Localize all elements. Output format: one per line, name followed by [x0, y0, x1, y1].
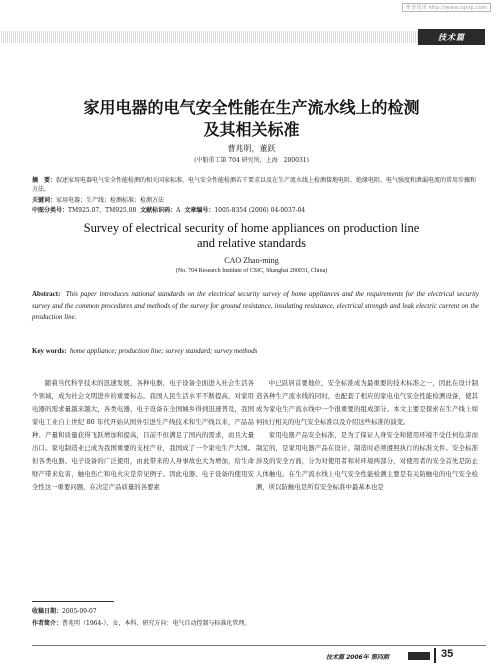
abstract-en — [32, 289, 479, 324]
abstract-en-text: This paper introduces national standards on the electrical security survey of home appliances and the requirements for the electrical security survey and the common procedures and methods of the survey for ground resistance, insulating resistance, electrical strength and leak electric current on the production line. — [32, 290, 479, 321]
received-label: 收稿日期： — [32, 608, 63, 615]
classification-line — [32, 206, 477, 215]
clc-value: TM925.07，TM925.08 — [68, 207, 137, 214]
abstract-en-label: Abstract: — [32, 290, 61, 298]
abstract-cn-text: 叙述家用电器电气安全性能检测的相关国家标准，电气安全性能检测若干要求以及在生产流水线上检测接地电阻、绝缘电阻、电气强度和泄漏电流的常用步骤和方法。 — [32, 177, 477, 193]
keywords-en-text: home appliance; production line; survey standard; survey methods — [69, 347, 258, 355]
body-column-left — [32, 377, 254, 494]
section-header-strip — [0, 31, 485, 43]
keywords-cn — [32, 196, 477, 205]
keywords-en — [32, 347, 479, 355]
authors-cn: 曹兆明，董跃 — [227, 144, 276, 153]
author-bio — [32, 618, 250, 627]
section-label: 技术篇 — [418, 29, 485, 45]
body-paragraph: 家用电器产品安全标准，是为了保证人身安全和使用环境不受任何危害而制定的，是家用电器产品在设计、制造时必须遵照执行的标准文件。安全标准涉及的安全方面，分为对使用者和对环境两部分，对使用者的安全首先是防止人体触电。在生产流水线上电气安全性能检测主要是有关防触电的电气安全检测，所以防触电是所有安全标准中最基本也是 — [256, 431, 478, 491]
footer-divider — [32, 645, 486, 646]
received-date — [32, 606, 97, 615]
page-number: 35 — [441, 648, 454, 660]
abstract-cn-label: 摘 要： — [32, 177, 57, 184]
title-cn-line-1: 家用电器的电气安全性能在生产流水线上的检测 — [83, 98, 420, 117]
watermark-stamp: 维普资讯 http://www.cqvip.com — [402, 3, 491, 12]
author-en: CAO Zhao-ming — [224, 256, 279, 265]
doc-code-label: 文献标识码： — [140, 207, 177, 214]
footnote-divider — [32, 601, 114, 602]
author-bio-text: 曹兆明（1964-），女，本科，研究方向：电气自动控制与标准化管理。 — [62, 620, 251, 627]
article-no-label: 文章编号： — [184, 207, 215, 214]
footer-bar — [434, 648, 436, 663]
article-no-value: 1005-8354 (2006) 04-0037-04 — [214, 207, 306, 214]
body-paragraph: 随着当代科学技术的迅速发展，各种电器、电子设备全面进入社会生活各个领域，成为社会文明进步的重要标志。我国人民生活水平不断提高，对家用电器的需求量越来越大，各类电器、电子设备在全国城乡得到迅速普及，我国家电工业自上世纪 80 年代开始从国外引进生产线技术和生产线以来，产品品种、产量和质量获得飞跃增加和提高，目前不但满足了国内的需求，而且大量出口。家电制造业已成为我国重要的支柱产业，我国成了一个家电生产大国。但各类电器、电子设备的广泛使用，由此带来的人身事故也大为增加，给生命财产带来危害，触电伤亡和电火灾是常见例子。因此电器、电子设备的使用安全性这一重要问题，在决定产品质量的各要素 — [32, 379, 254, 491]
keywords-cn-label: 关键词： — [32, 197, 57, 204]
keywords-en-label: Key words: — [32, 347, 67, 355]
received-value: 2005-09-07 — [62, 608, 97, 615]
clc-label: 中图分类号： — [32, 207, 69, 214]
doc-code-value: A — [176, 207, 181, 214]
author-bio-label: 作者简介： — [32, 620, 63, 627]
title-en-line-1: Survey of electrical security of home appliances on production line — [83, 221, 420, 235]
footer-badge — [408, 652, 430, 660]
keywords-cn-text: 家用电器；生产线；检测标准；检测方法 — [56, 197, 165, 204]
title-en-line-2: and relative standards — [197, 236, 306, 250]
body-paragraph: 中已跃居首要地位，安全标准成为最重要的技术标准之一，因此在设计制造各种生产流水线的同时，也配套了相应的家电电气安全性能检测设备，使其成为家电生产流水线中一个很重要的组成部分。本文主要是探索在生产线上如何执行相关的电气安全标准以及介绍这些标准的演变。 — [256, 379, 478, 426]
affiliation-cn: (中船重工第 704 研究所，上海 200031) — [194, 157, 309, 164]
abstract-cn — [32, 176, 477, 194]
title-cn-line-2: 及其相关标准 — [203, 120, 300, 139]
affiliation-en: (No. 704 Research Institute of CSIC, Shanghai 200031, China) — [175, 268, 328, 274]
footer-issue: 技术篇 2006年 第四期 — [326, 654, 389, 661]
body-column-right — [256, 377, 478, 494]
